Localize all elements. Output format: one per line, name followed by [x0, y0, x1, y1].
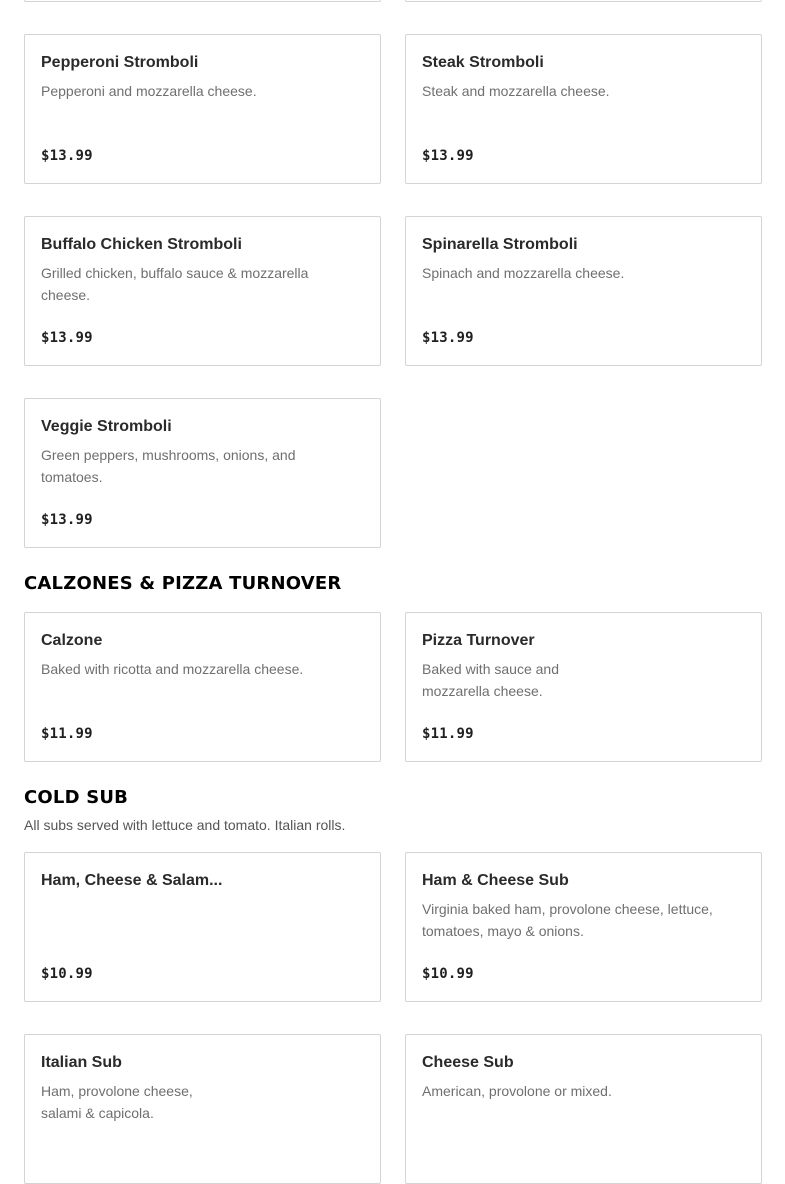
menu-item-card[interactable]: [405, 216, 762, 366]
menu-item-description: Baked with ricotta and mozzarella cheese.: [41, 661, 304, 677]
section-title-calzones: CALZONES & PIZZA TURNOVER: [24, 573, 342, 594]
section-note: All subs served with lettuce and tomato. Italian rolls.: [24, 817, 346, 833]
menu-item-name: Spinarella Stromboli: [422, 236, 578, 253]
menu-item-price: $13.99: [41, 148, 93, 164]
menu-item-description: Ham, provolone cheese, salami & capicola.: [41, 1083, 193, 1121]
menu-item-name: Steak Stromboli: [422, 54, 544, 71]
menu-item-price: $13.99: [41, 512, 93, 528]
menu-item-card[interactable]: [405, 612, 762, 762]
menu-item-card[interactable]: [24, 216, 381, 366]
menu-item-name: Buffalo Chicken Stromboli: [41, 236, 242, 253]
menu-item-card[interactable]: [24, 852, 381, 1002]
menu-item-price: $13.99: [422, 330, 474, 346]
section-title-cold-sub: COLD SUB: [24, 787, 129, 808]
menu-item-price: $10.99: [422, 966, 474, 982]
menu-item-price: $11.99: [41, 726, 93, 742]
menu-item-card[interactable]: [24, 0, 381, 2]
menu-item-name: Ham, Cheese & Salam...: [41, 872, 223, 889]
menu-item-card[interactable]: [24, 612, 381, 762]
menu-item-description: American, provolone or mixed.: [422, 1083, 612, 1099]
menu-item-price: $13.99: [41, 330, 93, 346]
menu-item-name: Pepperoni Stromboli: [41, 54, 199, 71]
menu-item-name: Cheese Sub: [422, 1054, 514, 1071]
menu-item-name: Pizza Turnover: [422, 632, 535, 649]
menu-item-card[interactable]: [405, 0, 762, 2]
menu-item-card[interactable]: [405, 1034, 762, 1184]
menu-item-price: $10.99: [41, 966, 93, 982]
menu-item-description: Spinach and mozzarella cheese.: [422, 265, 625, 281]
menu-item-price: $11.99: [422, 726, 474, 742]
menu-item-card[interactable]: [405, 34, 762, 184]
menu-item-description: Baked with sauce and mozzarella cheese.: [422, 661, 559, 699]
menu-item-description: Grilled chicken, buffalo sauce & mozzarella cheese.: [41, 265, 309, 303]
menu-item-name: Calzone: [41, 632, 103, 649]
menu-item-name: Veggie Stromboli: [41, 418, 172, 435]
menu-item-description: Pepperoni and mozzarella cheese.: [41, 83, 257, 99]
menu-item-name: Italian Sub: [41, 1054, 122, 1071]
menu-item-description: Virginia baked ham, provolone cheese, lettuce, tomatoes, mayo & onions.: [422, 901, 713, 939]
menu-item-description: Steak and mozzarella cheese.: [422, 83, 610, 99]
menu-item-card[interactable]: [24, 34, 381, 184]
menu-item-card[interactable]: [405, 852, 762, 1002]
menu-item-card[interactable]: [24, 398, 381, 548]
menu-item-description: Green peppers, mushrooms, onions, and tomatoes.: [41, 447, 296, 485]
menu-item-name: Ham & Cheese Sub: [422, 872, 569, 889]
menu-item-price: $13.99: [422, 148, 474, 164]
menu-item-card[interactable]: [24, 1034, 381, 1184]
